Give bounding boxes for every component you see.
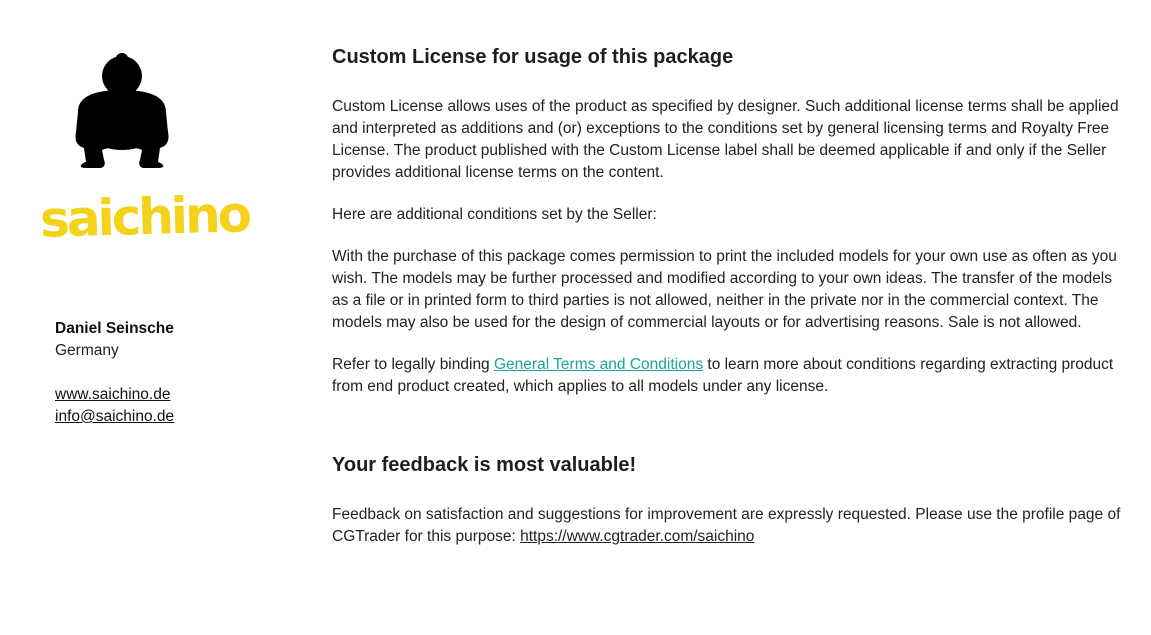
feedback-heading: Your feedback is most valuable! — [332, 454, 637, 476]
refer-paragraph — [332, 354, 1122, 398]
cgtrader-link[interactable]: https://www.cgtrader.com/saichino — [520, 528, 755, 545]
conditions-text: With the purchase of this package comes permission to print the included models for your own use as often as you wish. The models may be further processed and modified according to your own ideas. The transfer of the models as a file or in printed form to third parties is not allowed, neither in the private nor in the commercial context. The models may also be used for the design of commercial layouts or for advertising reasons. Sale is not allowed. — [332, 248, 1117, 331]
sumo-logo-icon — [64, 50, 180, 170]
sidebar — [0, 0, 300, 635]
website-link[interactable]: www.saichino.de — [55, 386, 171, 403]
feedback-text: Feedback on satisfaction and suggestions for improvement are expressly requested. Please use the profile page of CGTrader for this purpose: — [332, 506, 1121, 545]
author-country: Germany — [55, 342, 119, 359]
license-intro: Custom License allows uses of the product as specified by designer. Such additional license terms shall be applied and interpreted as additions and (or) exceptions to the conditions set by general licensing terms and Royalty Free License. The product published with the Custom License label shall be deemed applicable if and only if the Seller provides additional license terms on the content. — [332, 98, 1119, 181]
feedback-paragraph — [332, 504, 1122, 548]
refer-before: Refer to legally binding — [332, 356, 494, 373]
email-link[interactable]: info@saichino.de — [55, 408, 175, 425]
license-heading: Custom License for usage of this package — [332, 46, 734, 68]
contact-info — [55, 318, 174, 428]
main-content — [332, 44, 1122, 548]
brand-logo-text: saichino — [39, 185, 250, 249]
refer-after: to learn more about conditions regarding extracting product from end product created, which applies to all models under any license. — [332, 356, 1114, 395]
conditions-intro: Here are additional conditions set by the Seller: — [332, 206, 657, 223]
author-name: Daniel Seinsche — [55, 320, 174, 337]
terms-link[interactable]: General Terms and Conditions — [494, 356, 704, 373]
